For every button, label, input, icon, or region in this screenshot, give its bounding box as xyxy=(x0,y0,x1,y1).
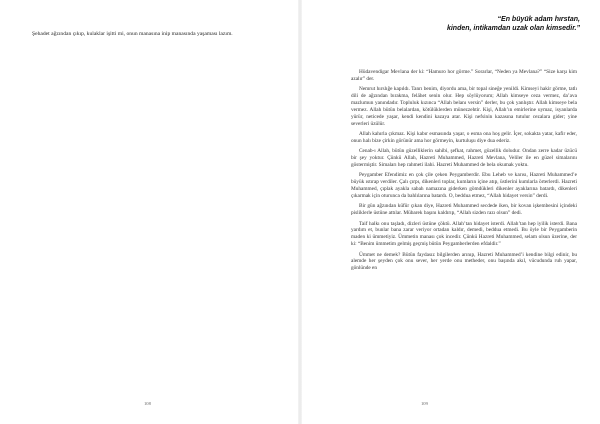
body-paragraph: Bir gün ağzından küfür çıkan diye, Hazreti Muhammed secdede iken, bir kovan işkembesini içindeki pisliklerle üstüne attılar. Mübarek başını kaldırıp, “Allah sizden razı olsun” dedi. xyxy=(351,203,577,217)
body-paragraph: Hüdavendigar Mevlana der ki: “Hamuro hor görme.” Sorarlar, “Neden ya Mevlana?” “Size karşı kim azalır” der. xyxy=(351,69,577,82)
body-paragraph: Taif halkı onu taşladı, dizleri üstüne çöktü. Allah’tan hidayet isterdi. Allah’tan hep iyilik isterdi. Bana yardım et, bunlar bana zarar veriyor ortadan kaldır, demedi, beddua etmedi. Bu öyle bir Peygamberin maden ki ümmetiyiz. Ümmetin manası çok incedir. Çünkü Hazreti Muhammed, selam olsun üzerine, der ki: “Benim ümmetim gelmiş geçmiş bütün Peygamberlerden efdaldir.” xyxy=(351,220,577,248)
body-paragraph: Cenab-ı Allah, bütün güzelliklerin sahibi, şefkat, rahmet, güzellik doludur. Ondan zerre kadar üzücü bir şey yoktur. Çünkü Allah, Hazreti Muhammed, Hazreti Mevlana, Veliler ile en güzel simalarını göstermiştir. Simaları hep rahmeti ilahi. Hazreti Muhammed de bela okumak yoktu. xyxy=(351,148,577,169)
body-paragraph: Ümmet ne demek? Bütün faydasız bilgilerden arınıp, Hazreti Muhammed’i kendine bilgi edinir, bu alemde her şeyden çok onu sever, her yerde onu metheder, onu başında akıl, vücudunda ruh yapar, gönlünde en xyxy=(351,251,577,272)
body-paragraph: Allah kahırla çıkmaz. Kişi kabır esmasında yaşar, o esma ona hoş gelir. İçer, sokakta yatar, kafir eder, onun halı bize çirkin görünür ama hor görmeyin, kurtuluşu diye dua ederiz. xyxy=(351,131,577,144)
left-page xyxy=(0,0,299,424)
body-paragraph: Nemrut hırslığe kapıldı. Tanrı benim, diyordu ama, bir topal sineğe yenildi. Kimseyi hakir görme, tatlı dili de ağzından bırakma, felähet senin olur. Hep söylüyorum; Allah kimseye ceza vermez, da’ava mazlumun yanındadır. Topluluk kızınca “Allah belanı versin” derler, bu çok yanlıştır. Allah kimseye bela vermez. Allah bütün belalardan, kötülüklerden münezzehtir. Kişi, Allah’ın emirlerine uymaz, isyanlarda yürür, neticede yaşar, kendi kendini kazaya atar. Kişi nefsinin kazasına tutulur cezalara gider; yine severleri üzülür. xyxy=(351,86,577,127)
quote-line-2: kinden, intikamdan uzak olan kimsedir.” xyxy=(446,25,580,33)
body-paragraph: Peygamber Efendimiz en çok çile çeken Peygamberdir. Ebu Leheb ve karısı, Hazreti Muhammed’e büyük ıstırap verdiler. Çalı çırpı, dikenleri toplar, kumların içine atıp, üstlerini kumlarla örterlerdi. Hazreti Muhammed, çıplak ayakla sabah namazına giderken gömdükleri dikenler ayaklarına batardı, dikenleri çıkarmak için oturunca da bahlılarına batardı. O, beddua etmez, “Allah hidayet versin” derdi. xyxy=(351,172,577,200)
right-page xyxy=(301,0,600,424)
right-page-body xyxy=(351,69,577,276)
left-page-paragraph: Şehadet ağzından çıkıp, kulaklar işitti mi, onun manasına inip manasında yaşaması lazım. xyxy=(32,31,233,37)
left-page-number: 108 xyxy=(144,401,151,406)
quote-line-1: “En büyük adam hırstan, xyxy=(497,16,580,23)
right-page-number: 109 xyxy=(421,401,428,406)
chapter-quote xyxy=(350,15,580,34)
